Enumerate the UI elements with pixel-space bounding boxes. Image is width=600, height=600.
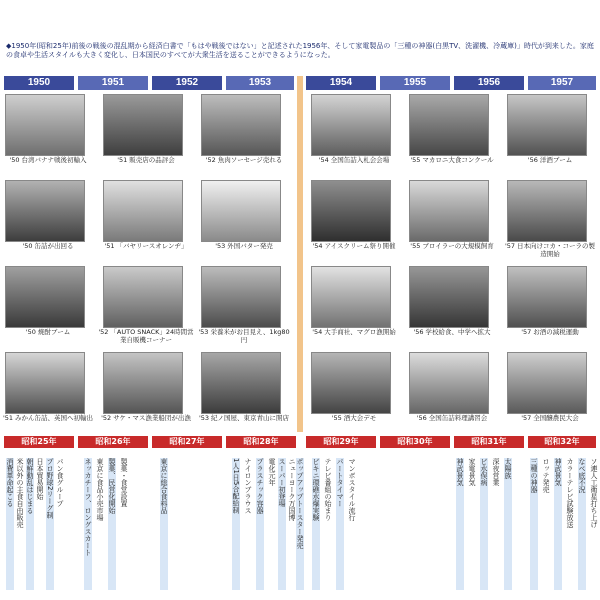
photo-caption: '50 焼酎ブーム	[25, 328, 71, 336]
timeline-entry: 消費革命起こる	[6, 458, 14, 590]
year-label: 1952	[152, 76, 222, 90]
photo-cell	[306, 264, 396, 348]
photo-caption: '57 日本向けコカ・コーラの製造開始	[504, 242, 596, 258]
photo-caption: '52 サケ・マス漁業船団が出漁	[101, 414, 191, 422]
photo-cell	[306, 92, 396, 176]
photo-cell	[98, 350, 191, 434]
photo-cell	[502, 350, 592, 434]
timeline-entry: ビ水俣病	[480, 458, 488, 590]
photo-cell	[196, 264, 290, 348]
photo-cell	[196, 178, 286, 262]
archive-photo	[5, 266, 85, 328]
archive-photo	[409, 266, 489, 328]
year-label: 1955	[380, 76, 450, 90]
photo-cell	[306, 178, 396, 262]
photo-cell	[0, 92, 90, 176]
timeline-entry: ポップアップトースター発売	[296, 458, 304, 590]
photo-cell	[98, 178, 188, 262]
timeline-entry: ナイロンブラウス	[244, 458, 252, 590]
timeline-entry: ニューヨーク万国博	[288, 458, 296, 590]
archive-photo	[5, 352, 85, 414]
archive-photo	[5, 94, 85, 156]
photo-cell	[0, 178, 90, 262]
photo-caption: '56 全国缶詰料理講習会	[416, 414, 488, 422]
archive-photo	[201, 94, 281, 156]
photo-cell	[502, 178, 596, 262]
showa-timeline	[0, 436, 600, 600]
archive-photo	[311, 352, 391, 414]
photo-caption: '50 台湾バナナ戦後初輸入	[9, 156, 87, 164]
timeline-entry: 東京に食品小売市場	[96, 458, 104, 590]
archive-photo	[409, 352, 489, 414]
era-label: 昭和28年	[226, 436, 296, 448]
era-label: 昭和27年	[152, 436, 222, 448]
intro-text: ◆1950年(昭和25年)前後の戦後の混乱期から経済白書で「もはや戦後ではない」と記述された1956年、そして家電製品の「三種の神器(白黒TV、洗濯機、冷蔵庫)」時代が到来した。家庭の食卓や生活スタイルも大きく変化し、日本国民のすべてが大衆生活を送ることができるようになった。	[6, 42, 594, 59]
timeline-entry: 三種の神器	[530, 458, 538, 590]
photo-caption: '54 アイスクリーム祭り開催	[312, 242, 396, 250]
archive-photo	[311, 94, 391, 156]
timeline-entry: 神武景気	[554, 458, 562, 590]
photo-cell	[404, 92, 494, 176]
year-label: 1950	[4, 76, 74, 90]
photo-cell	[196, 350, 290, 434]
photo-caption: '55 酒大会デモ	[331, 414, 377, 422]
era-label: 昭和29年	[306, 436, 376, 448]
photo-cell	[196, 92, 286, 176]
photo-caption: '54 全国缶詰入札会会場	[318, 156, 390, 164]
timeline-entry: 1人1日5合配給制	[232, 458, 240, 590]
photo-caption: '53 外国バター発売	[215, 242, 273, 250]
archive-photo	[201, 266, 281, 328]
era-label: 昭和30年	[380, 436, 450, 448]
archive-photo	[311, 266, 391, 328]
photo-grid	[0, 92, 600, 430]
timeline-entry: 深夜営業	[492, 458, 500, 590]
timeline-entry: 製菓、民営化開始	[108, 458, 116, 590]
archive-photo	[103, 94, 183, 156]
archive-photo	[409, 94, 489, 156]
archive-photo	[201, 352, 281, 414]
photo-caption: '51 販売店の品評会	[117, 156, 175, 164]
archive-photo	[507, 180, 587, 242]
timeline-entry: カラーテレビ試験放送	[566, 458, 574, 590]
timeline-entry: 東京に総合食料品	[160, 458, 168, 590]
timeline-entry: パン食グループ	[56, 458, 64, 590]
timeline-entry: プラスチック容器	[256, 458, 264, 590]
timeline-entry: 神武景気	[456, 458, 464, 590]
year-label: 1951	[78, 76, 148, 90]
year-label: 1957	[528, 76, 596, 90]
archive-photo	[103, 352, 183, 414]
archive-photo	[507, 266, 587, 328]
photo-caption: '52 「AUTO SNACK」24時間営業自販機コーナー	[98, 328, 194, 344]
photo-cell	[0, 264, 90, 348]
photo-cell	[502, 264, 592, 348]
photo-cell	[98, 264, 194, 348]
timeline-entry: ロッテ発売	[542, 458, 550, 590]
era-label: 昭和25年	[4, 436, 74, 448]
year-label: 1954	[306, 76, 376, 90]
photo-caption: '52 魚肉ソーセージ売れる	[205, 156, 283, 164]
timeline-entry: ビキニ環礁水爆実験	[312, 458, 320, 590]
timeline-entry: パートタイマー	[336, 458, 344, 590]
photo-cell	[404, 350, 494, 434]
photo-caption: '53 栄養米がお目見え、1kg80円	[198, 328, 290, 344]
timeline-entry: テレビ番組の始まり	[324, 458, 332, 590]
archive-photo	[311, 180, 391, 242]
archive-photo	[201, 180, 281, 242]
photo-caption: '57 全国醸農民大会	[521, 414, 579, 422]
photo-caption: '56 学校給食、中学へ拡大	[413, 328, 491, 336]
timeline-entry: ネッカチーフ、ロングスカート	[84, 458, 92, 590]
archive-photo	[5, 180, 85, 242]
era-label: 昭和31年	[454, 436, 524, 448]
archive-photo	[103, 180, 183, 242]
era-label: 昭和32年	[528, 436, 596, 448]
timeline-entry: ソ連人工衛星打ち上げ	[590, 458, 598, 590]
photo-cell	[98, 92, 188, 176]
timeline-entry: マンボスタイル流行	[348, 458, 356, 590]
archive-photo	[409, 180, 489, 242]
timeline-entry: 太陽族	[504, 458, 512, 590]
photo-caption: '50 缶詰が出回る	[22, 242, 74, 250]
archive-photo	[507, 94, 587, 156]
year-label: 1956	[454, 76, 524, 90]
photo-caption: '51 みかん缶詰、英国へ初輸出	[2, 414, 94, 422]
photo-caption: '55 マカロニ大食コンクール	[410, 156, 494, 164]
archive-photo	[507, 352, 587, 414]
photo-cell	[404, 264, 494, 348]
timeline-entry: 製菓・食堂設置	[120, 458, 128, 590]
photo-caption: '53 紀ノ国屋、東京青山に開店	[198, 414, 290, 422]
timeline-entry: 家電景気	[468, 458, 476, 590]
timeline-entry: 米以外の主食自由販売	[16, 458, 24, 590]
photo-cell	[502, 92, 592, 176]
photo-cell	[404, 178, 494, 262]
photo-cell	[0, 350, 94, 434]
timeline-entry: 朝鮮動乱はじまる	[26, 458, 34, 590]
photo-caption: '54 大手商社、マグロ漁開始	[312, 328, 396, 336]
timeline-entry: 日本貿易開始	[36, 458, 44, 590]
archive-photo	[103, 266, 183, 328]
photo-cell	[306, 350, 396, 434]
timeline-entry: スーパー初登場	[278, 458, 286, 590]
timeline-entry: 電化元年	[268, 458, 276, 590]
photo-caption: '57 お酒の減税運動	[521, 328, 579, 336]
photo-caption: '56 洋酒ブーム	[527, 156, 573, 164]
intro-box	[0, 40, 600, 70]
timeline-entry: なべ底不況	[578, 458, 586, 590]
timeline-entry: プロ野球2リーグ制	[46, 458, 54, 590]
year-label: 1953	[226, 76, 294, 90]
photo-caption: '55 ブロイラーの大規模飼育	[410, 242, 494, 250]
photo-caption: '51 「バヤリースオレンヂ」	[104, 242, 188, 250]
era-label: 昭和26年	[78, 436, 148, 448]
